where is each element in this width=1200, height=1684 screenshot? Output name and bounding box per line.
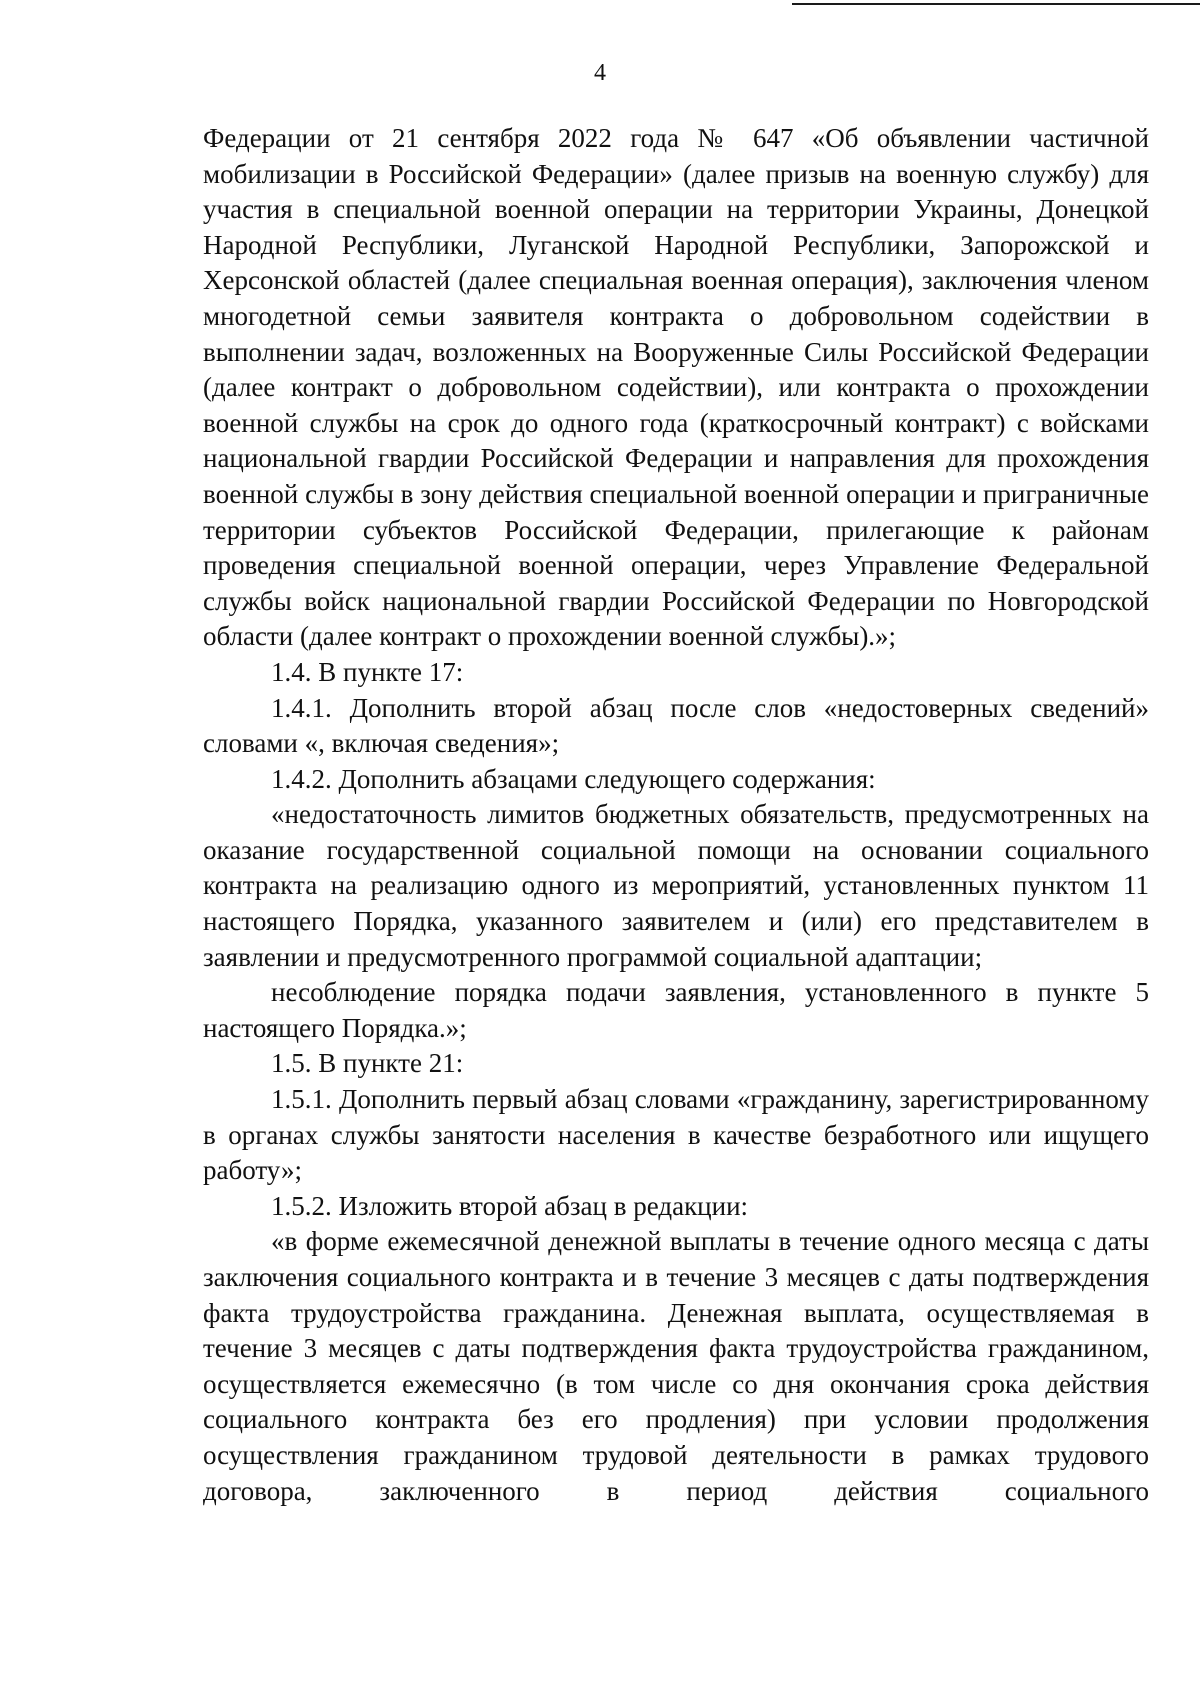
paragraph-quote-insufficiency: «недостаточность лимитов бюджетных обязательств, предусмотренных на оказание государственной социальной помощи на основании социального контракта на реализацию одного из мероприятий, установленных пунктом 11 настоящего Порядка, указанного заявителем и (или) его представителем в заявлении и предусмотренного программой социальной адаптации; <box>203 799 1149 972</box>
paragraph-quote-monthly-payment: «в форме ежемесячной денежной выплаты в течение одного месяца с даты заключения социального контракта и в течение 3 месяцев с даты подтверждения факта трудоустройства гражданина. Денежная выплата, осуществляемая в течение 3 месяцев с даты подтверждения факта трудоустройства гражданином, осуществляется ежемесячно (в том числе со дня окончания срока действия социального контракта без его продления) при условии продолжения осуществления гражданином трудовой деятельности в рамках трудового договора, заключенного в период действия социального <box>203 1226 1149 1506</box>
paragraph-item-1-5-1: 1.5.1. Дополнить первый абзац словами «гражданину, зарегистрированному в органах службы занятости населения в качестве безработного или ищущего работу»; <box>203 1084 1149 1186</box>
paragraph-item-1-4-1: 1.4.1. Дополнить второй абзац после слов «недостоверных сведений» словами «, включая сведения»; <box>203 692 1149 759</box>
scan-edge-line <box>792 3 1200 5</box>
document-body <box>203 121 1149 1509</box>
paragraph-item-1-5-2: 1.5.2. Изложить второй абзац в редакции: <box>271 1190 749 1221</box>
paragraph-continuation: Федерации от 21 сентября 2022 года № 647 «Об объявлении частичной мобилизации в Российской Федерации» (далее призыв на военную службу) для участия в специальной военной операции на территории Украины, Донецкой Народной Республики, Луганской Народной Республики, Запорожской и Херсонской областей (далее специальная военная операция), заключения членом многодетной семьи заявителя контракта о добровольном содействии в выполнении задач, возложенных на Вооруженные Силы Российской Федерации (далее контракт о добровольном содействии), или контракта о прохождении военной службы на срок до одного года (краткосрочный контракт) с войсками национальной гвардии Российской Федерации и направления для прохождения военной службы в зону действия специальной военной операции и приграничные территории субъектов Российской Федерации, прилегающие к районам проведения специальной военной операции, через Управление Федеральной службы войск национальной гвардии Российской Федерации по Новгородской области (далее контракт о прохождении военной службы).»; <box>203 123 1149 652</box>
paragraph-quote-noncompliance: несоблюдение порядка подачи заявления, установленного в пункте 5 настоящего Порядка.»; <box>203 977 1149 1043</box>
paragraph-item-1-4-2: 1.4.2. Дополнить абзацами следующего содержания: <box>271 763 876 794</box>
paragraph-item-1-4: 1.4. В пункте 17: <box>271 656 464 687</box>
page-number: 4 <box>594 60 606 86</box>
paragraph-item-1-5: 1.5. В пункте 21: <box>271 1048 464 1079</box>
